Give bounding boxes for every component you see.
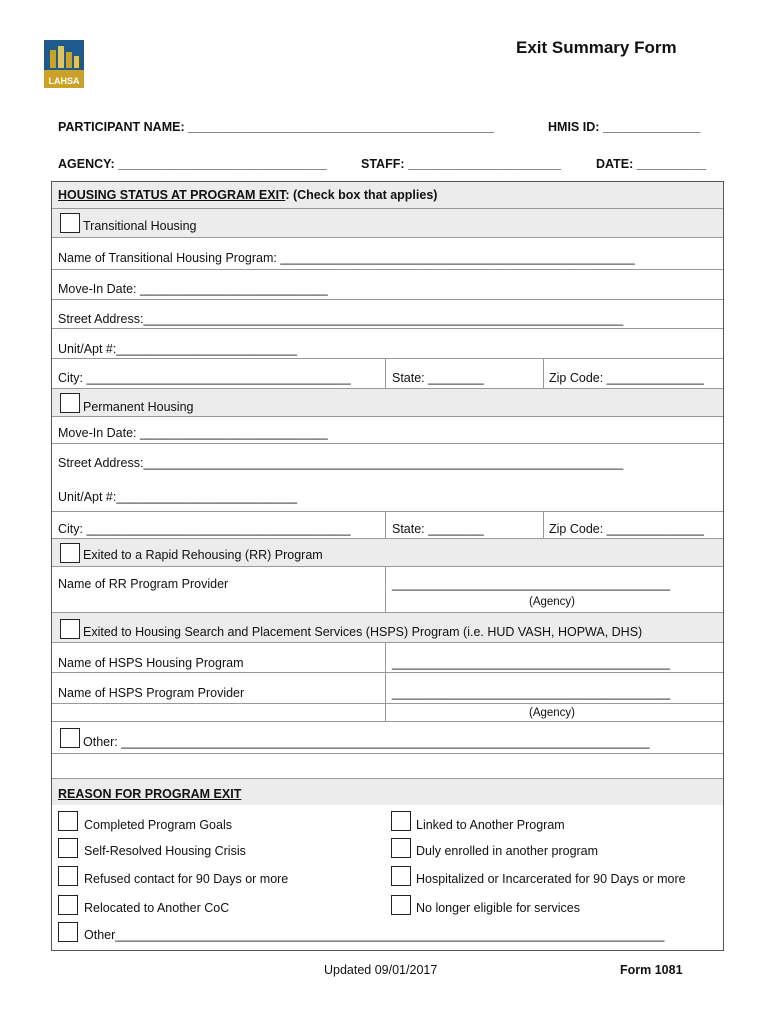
reason-checkbox-hospitalized[interactable] xyxy=(391,866,411,886)
permanent-row xyxy=(52,388,723,416)
form-number: Form 1081 xyxy=(620,963,683,977)
hsps-row xyxy=(52,612,723,642)
hsps-program-field[interactable]: ________________________________________ xyxy=(392,656,671,670)
hmis-id-field[interactable]: HMIS ID: ______________ xyxy=(548,120,701,134)
rapid-provider-label: Name of RR Program Provider xyxy=(58,577,229,591)
transitional-program-row xyxy=(52,237,723,269)
lahsa-logo xyxy=(44,40,84,88)
divider xyxy=(543,512,544,539)
hsps-program-row xyxy=(52,642,723,672)
reason-linked: Linked to Another Program xyxy=(416,818,565,832)
reason-completed: Completed Program Goals xyxy=(84,818,232,832)
permanent-city-field[interactable]: City: ______________________________________ xyxy=(58,522,351,536)
transitional-state-field[interactable]: State: ________ xyxy=(392,371,484,385)
housing-other-checkbox[interactable] xyxy=(60,728,80,748)
reason-checkbox-linked[interactable] xyxy=(391,811,411,831)
transitional-program-field[interactable]: Name of Transitional Housing Program: ___________________________________________________ xyxy=(58,251,635,265)
hsps-program-label: Name of HSPS Housing Program xyxy=(58,656,244,670)
hsps-label: Exited to Housing Search and Placement Services (HSPS) Program (i.e. HUD VASH, HOPWA, DHS) xyxy=(83,625,643,639)
agency-field[interactable]: AGENCY: ______________________________ xyxy=(58,157,327,171)
transitional-label: Transitional Housing xyxy=(83,219,197,233)
reason-checkbox-relocated[interactable] xyxy=(58,895,78,915)
reason-refused: Refused contact for 90 Days or more xyxy=(84,872,289,886)
transitional-zip-field[interactable]: Zip Code: ______________ xyxy=(549,371,704,385)
housing-other-field[interactable]: Other: ____________________________________________________________________________ xyxy=(83,735,650,749)
hsps-checkbox[interactable] xyxy=(60,619,80,639)
hsps-provider-label: Name of HSPS Program Provider xyxy=(58,686,245,700)
reason-ineligible: No longer eligible for services xyxy=(416,901,580,915)
reason-checkbox-self-resolved[interactable] xyxy=(58,838,78,858)
logo-text: LAHSA xyxy=(48,76,80,86)
rapid-provider-field[interactable]: ________________________________________ xyxy=(392,577,671,591)
reason-relocated: Relocated to Another CoC xyxy=(84,901,230,915)
reason-other-field[interactable]: Other_______________________________________________________________________________ xyxy=(84,928,665,942)
reason-checkbox-refused[interactable] xyxy=(58,866,78,886)
reason-checkbox-enrolled[interactable] xyxy=(391,838,411,858)
transitional-checkbox[interactable] xyxy=(60,213,80,233)
permanent-street-row xyxy=(52,443,723,480)
reason-hospitalized: Hospitalized or Incarcerated for 90 Days or more xyxy=(416,872,686,886)
updated-date: Updated 09/01/2017 xyxy=(324,963,438,977)
transitional-city-field[interactable]: City: ______________________________________ xyxy=(58,371,351,385)
reason-enrolled: Duly enrolled in another program xyxy=(416,844,599,858)
reason-checkbox-other[interactable] xyxy=(58,922,78,942)
permanent-city-row xyxy=(52,511,723,538)
permanent-label: Permanent Housing xyxy=(83,400,194,414)
staff-field[interactable]: STAFF: ______________________ xyxy=(361,157,561,171)
permanent-zip-field[interactable]: Zip Code: ______________ xyxy=(549,522,704,536)
hsps-agency-caption: (Agency) xyxy=(529,707,576,719)
rapid-agency-caption: (Agency) xyxy=(529,596,576,608)
rapid-provider-row xyxy=(52,566,723,594)
housing-heading: HOUSING STATUS AT PROGRAM EXIT xyxy=(58,188,286,202)
reason-self-resolved: Self-Resolved Housing Crisis xyxy=(84,844,246,858)
transitional-street-row xyxy=(52,299,723,328)
permanent-movein-field[interactable]: Move-In Date: ___________________________ xyxy=(58,426,328,440)
rapid-checkbox[interactable] xyxy=(60,543,80,563)
housing-other-row xyxy=(52,721,723,753)
date-field[interactable]: DATE: __________ xyxy=(596,157,707,171)
hsps-provider-field[interactable]: ________________________________________ xyxy=(392,686,671,700)
housing-heading-suffix: : (Check box that applies) xyxy=(285,188,438,202)
permanent-state-field[interactable]: State: ________ xyxy=(392,522,484,536)
reason-checkbox-completed[interactable] xyxy=(58,811,78,831)
rapid-row xyxy=(52,538,723,566)
hsps-provider-row xyxy=(52,672,723,703)
divider xyxy=(385,359,386,389)
transitional-movein-field[interactable]: Move-In Date: ___________________________ xyxy=(58,282,328,296)
transitional-street-field[interactable]: Street Address:_____________________________________________________________________ xyxy=(58,312,624,326)
form-box xyxy=(51,181,724,951)
transitional-row xyxy=(52,208,723,237)
transitional-unit-field[interactable]: Unit/Apt #:__________________________ xyxy=(58,342,298,356)
reason-checkbox-ineligible[interactable] xyxy=(391,895,411,915)
permanent-unit-row xyxy=(52,480,723,511)
permanent-street-field[interactable]: Street Address:_____________________________________________________________________ xyxy=(58,456,624,470)
rapid-agency-row xyxy=(52,594,723,612)
permanent-movein-row xyxy=(52,416,723,443)
permanent-checkbox[interactable] xyxy=(60,393,80,413)
transitional-unit-row xyxy=(52,328,723,358)
transitional-city-row xyxy=(52,358,723,388)
housing-heading-row xyxy=(52,182,723,208)
participant-name-field[interactable]: PARTICIPANT NAME: ____________________________________________ xyxy=(58,120,494,134)
reason-heading: REASON FOR PROGRAM EXIT xyxy=(58,787,242,801)
reason-heading-row xyxy=(52,778,723,805)
divider xyxy=(385,512,386,539)
hsps-agency-row xyxy=(52,703,723,721)
transitional-movein-row xyxy=(52,269,723,299)
spacer-row xyxy=(52,753,723,778)
rapid-label: Exited to a Rapid Rehousing (RR) Program xyxy=(83,548,323,562)
divider xyxy=(543,359,544,389)
page-title: Exit Summary Form xyxy=(516,38,677,57)
permanent-unit-field[interactable]: Unit/Apt #:__________________________ xyxy=(58,490,298,504)
